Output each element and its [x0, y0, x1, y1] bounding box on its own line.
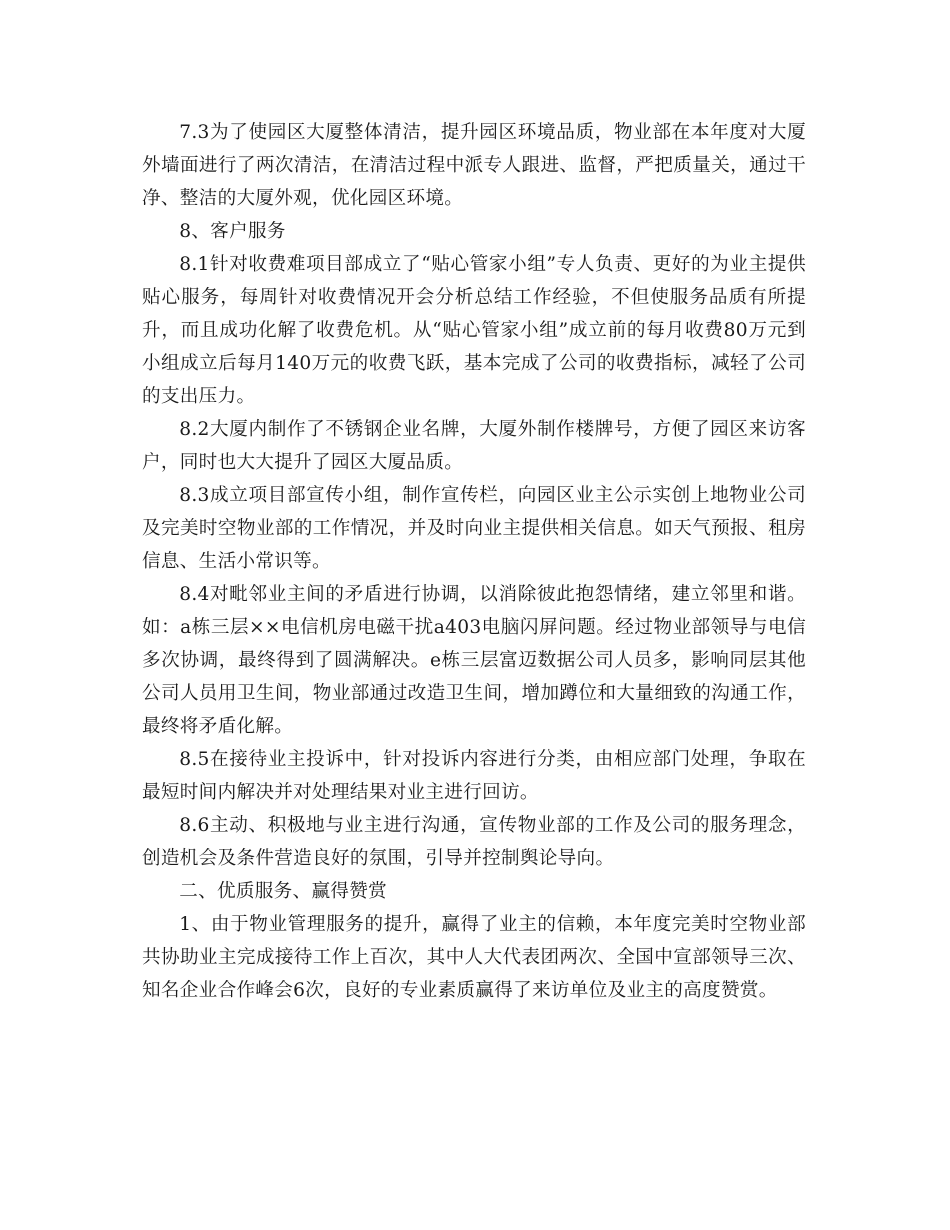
section-heading-quality-service: 二、优质服务、赢得赞赏	[179, 881, 388, 902]
paragraph-8-3: 8.3成立项目部宣传小组，制作宣传栏，向园区业主公示实创上地物业公司及完美时空物业部的工作情况，并及时向业主提供相关信息。如天气预报、租房信息、生活小常识等。	[142, 485, 806, 572]
paragraph-8-1: 8.1针对收费难项目部成立了“贴心管家小组”专人负责、更好的为业主提供贴心服务，每周针对收费情况开会分析总结工作经验，不但使服务品质有所提升，而且成功化解了收费危机。从“贴心管家小组”成立前的每月收费80万元到小组成立后每月140万元的收费飞跃，基本完成了公司的收费指标，减轻了公司的支出压力。	[142, 254, 806, 407]
paragraph-8-6: 8.6主动、积极地与业主进行沟通，宣传物业部的工作及公司的服务理念，创造机会及条件营造良好的氛围，引导并控制舆论导向。	[142, 815, 806, 869]
paragraph-7-3: 7.3为了使园区大厦整体清洁，提升园区环境品质，物业部在本年度对大厦外墙面进行了两次清洁，在清洁过程中派专人跟进、监督，严把质量关，通过干净、整洁的大厦外观，优化园区环境。	[142, 122, 806, 209]
paragraph-2-1: 1、由于物业管理服务的提升，赢得了业主的信赖，本年度完美时空物业部共协助业主完成接待工作上百次，其中人大代表团两次、全国中宣部领导三次、知名企业合作峰会6次，良好的专业素质赢得了来访单位及业主的高度赞赏。	[142, 914, 806, 1001]
paragraph-8-5: 8.5在接待业主投诉中，针对投诉内容进行分类，由相应部门处理，争取在最短时间内解决并对处理结果对业主进行回访。	[142, 749, 806, 803]
section-heading-customer-service: 8、客户服务	[179, 221, 286, 242]
document-body	[142, 116, 806, 1007]
paragraph-8-4: 8.4对毗邻业主间的矛盾进行协调，以消除彼此抱怨情绪，建立邻里和谐。如：a栋三层××电信机房电磁干扰a403电脑闪屏问题。经过物业部领导与电信多次协调，最终得到了圆满解决。e栋三层富迈数据公司人员多，影响同层其他公司人员用卫生间，物业部通过改造卫生间，增加蹲位和大量细致的沟通工作，最终将矛盾化解。	[142, 584, 806, 737]
paragraph-8-2: 8.2大厦内制作了不锈钢企业名牌，大厦外制作楼牌号，方便了园区来访客户，同时也大大提升了园区大厦品质。	[142, 419, 806, 473]
